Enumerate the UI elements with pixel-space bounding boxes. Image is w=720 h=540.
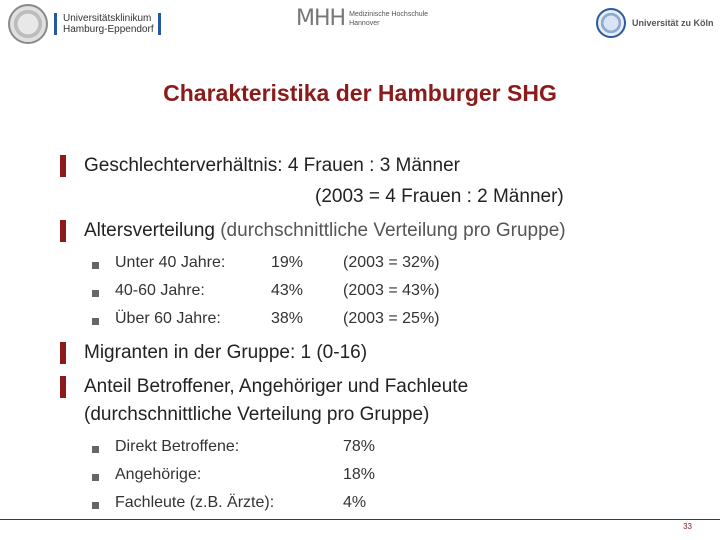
age-row-value: 19% xyxy=(271,254,304,271)
share-row-label: Fachleute (z.B. Ärzte): xyxy=(115,494,275,511)
bullet-marker xyxy=(60,376,66,398)
age-row-label: 40-60 Jahre: xyxy=(115,282,205,299)
age-row-compare: (2003 = 32%) xyxy=(343,254,440,271)
gender-label: Geschlechterverhältnis: 4 Frauen : 3 Männer xyxy=(84,155,460,176)
page-number: 33 xyxy=(683,522,692,531)
uhh-line1: Universitätsklinikum xyxy=(63,13,152,24)
square-bullet-icon xyxy=(92,502,99,509)
age-row-value: 38% xyxy=(271,310,304,327)
share-label: Anteil Betroffener, Angehöriger und Fachleute xyxy=(84,376,469,397)
bullet-marker xyxy=(60,155,66,177)
koeln-logo xyxy=(596,8,714,38)
mhh-logo-text xyxy=(349,10,428,28)
age-row-label: Über 60 Jahre: xyxy=(115,310,221,327)
logo-bar xyxy=(0,0,720,46)
age-note: (durchschnittliche Verteilung pro Gruppe) xyxy=(220,220,566,241)
share-row-value: 4% xyxy=(343,494,367,511)
share-row-label: Direkt Betroffene: xyxy=(115,438,240,455)
footer-divider xyxy=(0,519,720,520)
migrants-label: Migranten in der Gruppe: 1 (0-16) xyxy=(84,342,368,363)
share-note: (durchschnittliche Verteilung pro Gruppe) xyxy=(84,404,430,425)
square-bullet-icon xyxy=(92,290,99,297)
square-bullet-icon xyxy=(92,446,99,453)
koeln-seal-icon xyxy=(596,8,626,38)
mhh-line1: Medizinische Hochschule xyxy=(349,10,429,18)
uhh-logo xyxy=(8,4,161,44)
uhh-logo-text xyxy=(54,13,161,35)
mhh-mark: MHH xyxy=(296,6,346,31)
age-row-label: Unter 40 Jahre: xyxy=(115,254,226,271)
share-row-value: 78% xyxy=(343,438,376,455)
mhh-logo xyxy=(296,6,428,31)
age-row-compare: (2003 = 25%) xyxy=(343,310,440,327)
share-row-value: 18% xyxy=(343,466,376,483)
uhh-line2: Hamburg-Eppendorf xyxy=(63,24,154,35)
slide-title: Charakteristika der Hamburger SHG xyxy=(163,80,557,106)
bullet-marker xyxy=(60,342,66,364)
uhh-seal-icon xyxy=(8,4,48,44)
square-bullet-icon xyxy=(92,262,99,269)
age-row-compare: (2003 = 43%) xyxy=(343,282,440,299)
age-heading xyxy=(84,220,566,242)
share-row-label: Angehörige: xyxy=(115,466,202,483)
square-bullet-icon xyxy=(92,318,99,325)
age-row-value: 43% xyxy=(271,282,304,299)
square-bullet-icon xyxy=(92,474,99,481)
bullet-marker xyxy=(60,220,66,242)
mhh-line2: Hannover xyxy=(349,19,380,27)
gender-compare: (2003 = 4 Frauen : 2 Männer) xyxy=(315,186,564,207)
age-label: Altersverteilung xyxy=(84,220,215,241)
koeln-logo-text: Universität zu Köln xyxy=(632,18,714,28)
